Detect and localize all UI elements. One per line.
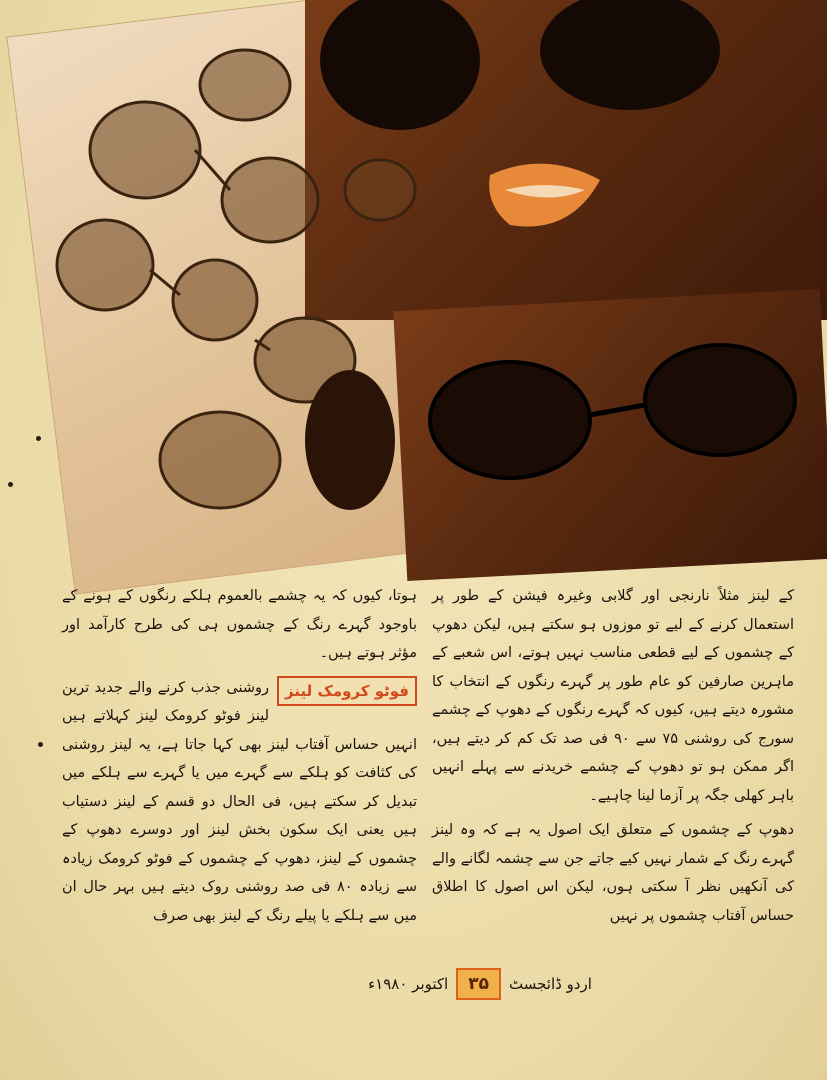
binding-hole — [36, 436, 41, 441]
article-left-column — [62, 582, 417, 936]
magazine-name: اردو ڈائجسٹ — [508, 975, 592, 993]
paragraph: کے لینز مثلاً نارنجی اور گلابی وغیرہ فیشن کے طور پر استعمال کرنے کے لیے تو موزوں ہو سکتے ہیں، لیکن دھوپ کے چشموں کے لیے قطعی مناسب نہیں ہوتے، اس شعبے کے ماہرین صارفین کو عام طور پر گہرے رنگوں کے انتخاب کا مشورہ دیتے ہیں، کیوں کہ گہرے رنگوں کے دھوپ کے چشمے سورج کی روشنی ۷۵ سے ۹۰ فی صد تک کم کر دیتے ہیں، اگر ممکن ہو تو دھوپ کے چشمے خریدنے سے پہلے انہیں باہر کھلی جگہ پر آزما لینا چاہیے۔ — [432, 588, 794, 804]
binding-hole — [8, 482, 13, 487]
page-number-badge: ۳۵ — [456, 968, 501, 1000]
section-heading: فوٹو کرومک لینز — [277, 676, 417, 706]
model-bottom-features — [305, 345, 795, 510]
paragraph: ہوتا، کیوں کہ یہ چشمے بالعموم ہلکے رنگوں کے ہونے کے باوجود گہرے رنگ کے چشموں ہی کی طرح کارآمد اور مؤثر ہوتے ہیں۔ — [62, 588, 417, 661]
paragraph-body: روشنی جذب کرنے والے جدید ترین لینز فوٹو کرومک لینز کہلاتے ہیں انہیں حساس آفتاب لینز بھی کہا جاتا ہے، یہ لینز روشنی کی کثافت کو ہلکے سے گہرے میں یا گہرے سے ہلکے میں تبدیل کر سکتے ہیں، فی الحال دو قسم کے لینز دستیاب ہیں یعنی ایک سکون بخش لینز اور دوسرے دھوپ کے چشموں کے لینز، دھوپ کے چشموں کے فوٹو کرومک زیادہ سے زیادہ ۸۰ فی صد روشنی روک دیتے ہیں بہر حال ان میں سے ہلکے یا پیلے رنگ کے لینز بھی صرف — [62, 679, 417, 924]
issue-date: اکتوبر ۱۹۸۰ء — [368, 975, 449, 993]
page-footer — [320, 966, 640, 1002]
paragraph-with-heading — [62, 674, 417, 931]
binding-hole — [38, 742, 43, 747]
paragraph: دھوپ کے چشموں کے متعلق ایک اصول یہ ہے کہ وہ لینز گہرے رنگ کے شمار نہیں کیے جاتے جن سے چشمہ لگانے والے کی آنکھیں نظر آ سکتی ہوں، لیکن اس اصول کا اطلاق حساس آفتاب چشموں پر نہیں — [432, 822, 794, 924]
article-right-column — [432, 582, 794, 936]
